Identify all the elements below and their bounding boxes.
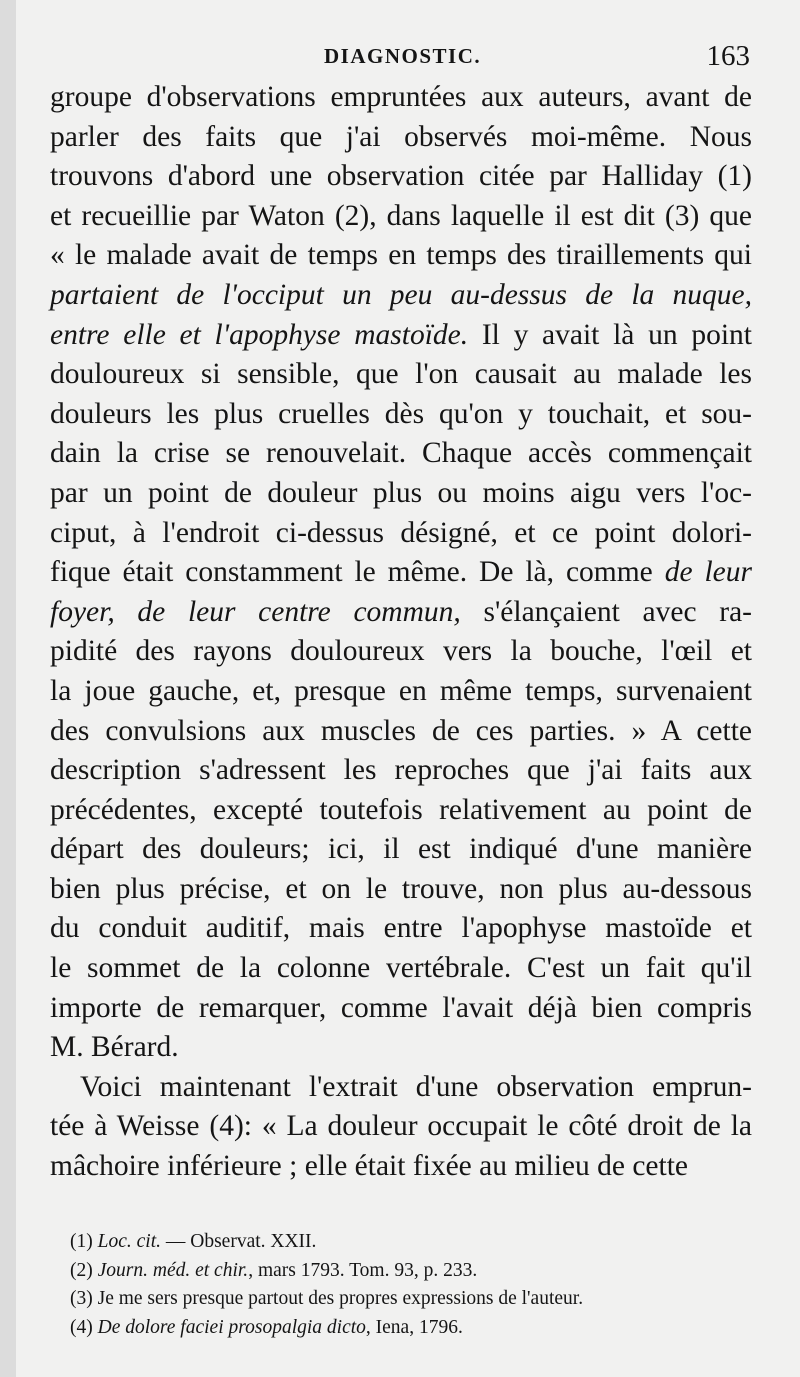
text-segment: douleurs les plus cruelles dès qu'on y touchait, et sou- [50,397,752,430]
text-segment: (1) [70,1231,98,1252]
text-segment: départ des douleurs; ici, il est indiqué d'une manière [50,833,752,866]
text-segment: « le malade avait de temps en temps des tiraillements qui [50,239,752,272]
text-segment: le sommet de la colonne vertébrale. C'est un fait qu'il [50,952,752,985]
text-segment: (3) Je me sers presque partout des propres expressions de l'auteur. [70,1288,584,1309]
text-segment: par un point de douleur plus ou moins aigu vers l'oc- [50,476,752,509]
italic-segment: Journ. méd. et chir. [97,1259,249,1281]
text-line [50,751,752,791]
text-line [50,395,752,435]
italic-segment: de leur [664,556,752,589]
text-line [50,197,752,237]
text-line [50,830,752,870]
page-header [50,0,752,72]
text-segment: ciput, à l'endroit ci-dessus désigné, et ce point dolori- [50,516,752,549]
text-line [50,1068,752,1108]
footnote [70,1314,760,1343]
text-segment: bien plus précise, et on le trouve, non plus au-dessous [50,872,752,905]
text-line [50,949,752,989]
text-segment: , Iena, 1796. [365,1316,463,1338]
text-line [50,316,752,356]
text-line [50,78,752,118]
footnote [70,1228,760,1257]
text-segment: trouvons d'abord une observation citée par Halliday (1) [50,160,752,193]
text-line [50,593,752,633]
page-edge-shadow [0,0,16,1377]
text-segment: et recueillie par Waton (2), dans laquelle il est dit (3) que [50,199,752,232]
italic-segment: partaient de l'occiput un peu au-dessus de la nuque, [50,278,752,311]
italic-segment: entre elle et l'apophyse mastoïde. [50,318,469,351]
text-segment: tée à Weisse (4): « La douleur occupait le côté droit de la [50,1110,752,1143]
text-line [50,1028,752,1068]
text-line [50,870,752,910]
text-segment: douloureux si sensible, que l'on causait au malade les [50,358,752,391]
text-line [50,118,752,158]
text-segment: description s'adressent les reproches que j'ai faits aux [50,754,752,787]
text-segment: Voici maintenant l'extrait d'une observation emprun- [80,1070,752,1103]
text-segment: mâchoire inférieure ; elle était fixée au milieu de cette [50,1150,689,1183]
text-segment: s'élançaient avec ra- [460,595,752,628]
text-line [50,632,752,672]
text-segment: du conduit auditif, mais entre l'apophyse mastoïde et [50,912,752,945]
text-segment: M. Bérard. [50,1031,179,1064]
text-line [50,712,752,752]
text-line [50,236,752,276]
text-line [50,1147,752,1187]
text-segment: parler des faits que j'ai observés moi-même. Nous [50,120,752,153]
footnote [70,1285,760,1314]
text-line [50,791,752,831]
italic-segment: foyer, de leur centre commun, [50,595,461,628]
text-line [50,157,752,197]
text-line [50,514,752,554]
text-segment: précédentes, excepté toutefois relativement au point de [50,793,752,826]
text-line [50,989,752,1029]
text-segment: Il y avait là un point [468,318,752,351]
text-segment: (2) [70,1259,98,1281]
body-text [50,78,752,1187]
text-segment: (4) [70,1316,98,1338]
text-segment: fique était constamment le même. De là, comme [50,556,665,589]
text-line [50,909,752,949]
text-line [50,1107,752,1147]
footnotes [70,1228,760,1342]
text-segment: des convulsions aux muscles de ces parties. » A cette [50,714,752,747]
text-segment: groupe d'observations empruntées aux auteurs, avant de [50,81,752,113]
page-number: 163 [706,40,750,72]
text-line [50,553,752,593]
text-segment: pidité des rayons douloureux vers la bouche, l'œil et [50,635,752,668]
text-segment: la joue gauche, et, presque en même temps, survenaient [50,674,752,707]
text-line [50,474,752,514]
text-line [50,355,752,395]
text-segment: — Observat. XXII. [161,1231,317,1252]
italic-segment: De dolore faciei prosopalgia dicto [97,1316,366,1338]
text-line [50,672,752,712]
footnote [70,1257,760,1286]
text-segment: , mars 1793. Tom. 93, p. 233. [248,1259,478,1281]
italic-segment: Loc. cit. [97,1231,161,1252]
text-segment: importe de remarquer, comme l'avait déjà bien compris [50,991,752,1024]
running-title: DIAGNOSTIC. [324,44,482,68]
text-line [50,276,752,316]
text-segment: dain la crise se renouvelait. Chaque accès commençait [50,437,752,470]
text-line [50,434,752,474]
